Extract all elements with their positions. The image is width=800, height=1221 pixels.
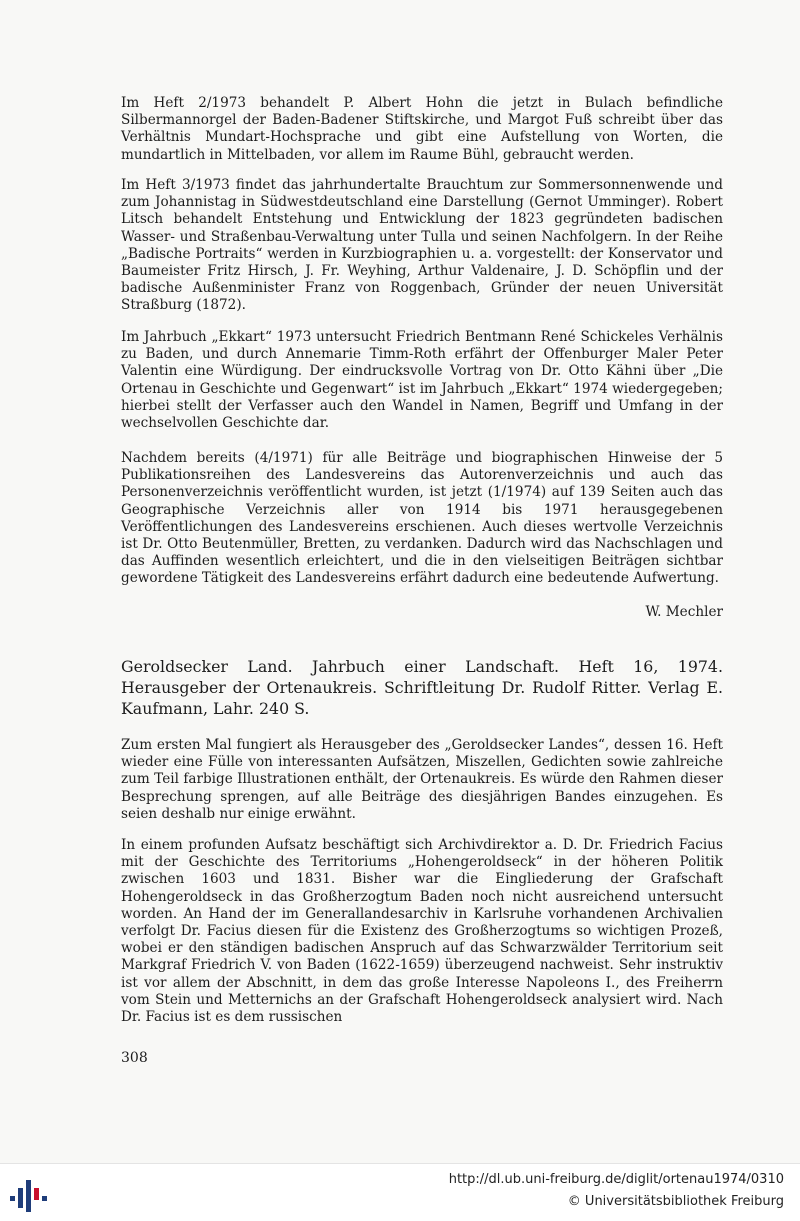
logo-bar (34, 1188, 39, 1200)
logo-bar (42, 1196, 47, 1201)
logo-bar (26, 1180, 31, 1212)
paragraph-review-intro: Zum ersten Mal fungiert als Herausgeber des „Geroldsecker Landes“, dessen 16. Heft wieder eine Fülle von interessanten Aufsätzen, Miszellen, Gedichten sowie zahlreiche zum Teil farbige Illustrationen enthält, der Ortenaukreis. Es würde den Rahmen dieser Besprechung sprengen, auf alle Beiträge des diesjährigen Bandes einzugehen. Es seien deshalb nur einige erwähnt. (121, 737, 723, 822)
paragraph-geographisches-verzeichnis: Nachdem bereits (4/1971) für alle Beiträge und biographischen Hinweise der 5 Publikationsreihen des Landesvereins das Autorenverzeichnis und auch das Personenverzeichnis veröffentlicht wurden, ist jetzt (1/1974) auf 139 Seiten auch das Geographische Verzeichnis aller von 1914 bis 1971 herausgegebenen Veröffentlichungen des Landesvereins erschienen. Auch dieses wertvolle Verzeichnis ist Dr. Otto Beutenmüller, Bretten, zu verdanken. Dadurch wird das Nachschlagen und das Auffinden wesentlich erleichtert, und die in den vielseitigen Beiträgen sichtbar gewordene Tätigkeit des Landesvereins erfährt dadurch eine bedeutende Aufwertung. (121, 450, 723, 587)
paragraph-jahrbuch-ekkart: Im Jahrbuch „Ekkart“ 1973 untersucht Friedrich Bentmann René Schickeles Verhälnis zu Baden, und durch Annemarie Timm-Roth erfährt der Offenburger Maler Peter Valentin eine Würdigung. Der eindrucksvolle Vortrag von Dr. Otto Kähni über „Die Ortenau in Geschichte und Gegenwart“ ist im Jahrbuch „Ekkart“ 1974 wiedergegeben; hierbei stellt der Verfasser auch den Wandel in Namen, Begriff und Umfang in der wechselvollen Geschichte dar. (121, 329, 723, 432)
logo-bar (18, 1188, 23, 1208)
viewer-footer (0, 1163, 800, 1221)
page-number: 308 (121, 1050, 148, 1066)
copyright-notice: © Universitätsbibliothek Freiburg (567, 1194, 784, 1209)
logo-bar (10, 1196, 15, 1201)
review-heading: Geroldsecker Land. Jahrbuch einer Landschaft. Heft 16, 1974. Herausgeber der Ortenaukreis. Schriftleitung Dr. Rudolf Ritter. Verlag E. Kaufmann, Lahr. 240 S. (121, 657, 723, 718)
permalink-url[interactable]: http://dl.ub.uni-freiburg.de/diglit/ortenau1974/0310 (448, 1172, 784, 1187)
paragraph-review-facius: In einem profunden Aufsatz beschäftigt sich Archivdirektor a. D. Dr. Friedrich Facius mit der Geschichte des Territoriums „Hohengeroldseck“ in der höheren Politik zwischen 1603 und 1831. Bisher war die Eingliederung der Grafschaft Hohengeroldseck in das Großherzogtum Baden noch nicht ausreichend untersucht worden. An Hand der im Generallandesarchiv in Karlsruhe vorhandenen Archivalien verfolgt Dr. Facius diesen für die Existenz des Großherzogtums so wichtigen Prozeß, wobei er den ständigen badischen Anspruch auf das Schwarzwälder Territorium seit Markgraf Friedrich V. von Baden (1622-1659) überzeugend nachweist. Sehr instruktiv ist vor allem der Abschnitt, in dem das große Interesse Napoleons I., des Freiherrn vom Stein und Metternichs an der Grafschaft Hohengeroldseck analysiert wird. Nach Dr. Facius ist es dem russischen (121, 837, 723, 1026)
paragraph-heft-2-1973: Im Heft 2/1973 behandelt P. Albert Hohn die jetzt in Bulach befindliche Silbermannorgel der Baden-Badener Stiftskirche, und Margot Fuß schreibt über das Verhältnis Mundart-Hochsprache und gibt eine Aufstellung von Worten, die mundartlich in Mittelbaden, vor allem im Raume Bühl, gebraucht werden. (121, 95, 723, 163)
paragraph-heft-3-1973: Im Heft 3/1973 findet das jahrhundertalte Brauchtum zur Sommersonnenwende und zum Johannistag in Südwestdeutschland eine Darstellung (Gernot Umminger). Robert Litsch behandelt Entstehung und Entwicklung der 1823 gegründeten badischen Wasser- und Straßenbau-Verwaltung unter Tulla und seinen Nachfolgern. In der Reihe „Badische Portraits“ werden in Kurzbiographien u. a. vorgestellt: der Konservator und Baumeister Fritz Hirsch, J. Fr. Weyhing, Arthur Valdenaire, J. D. Schöpflin und der badische Außenminister Franz von Roggenbach, Gründer der neuen Universität Straßburg (1872). (121, 177, 723, 314)
ub-freiburg-logo-icon[interactable] (8, 1174, 52, 1214)
review-signature: W. Mechler (645, 604, 723, 620)
